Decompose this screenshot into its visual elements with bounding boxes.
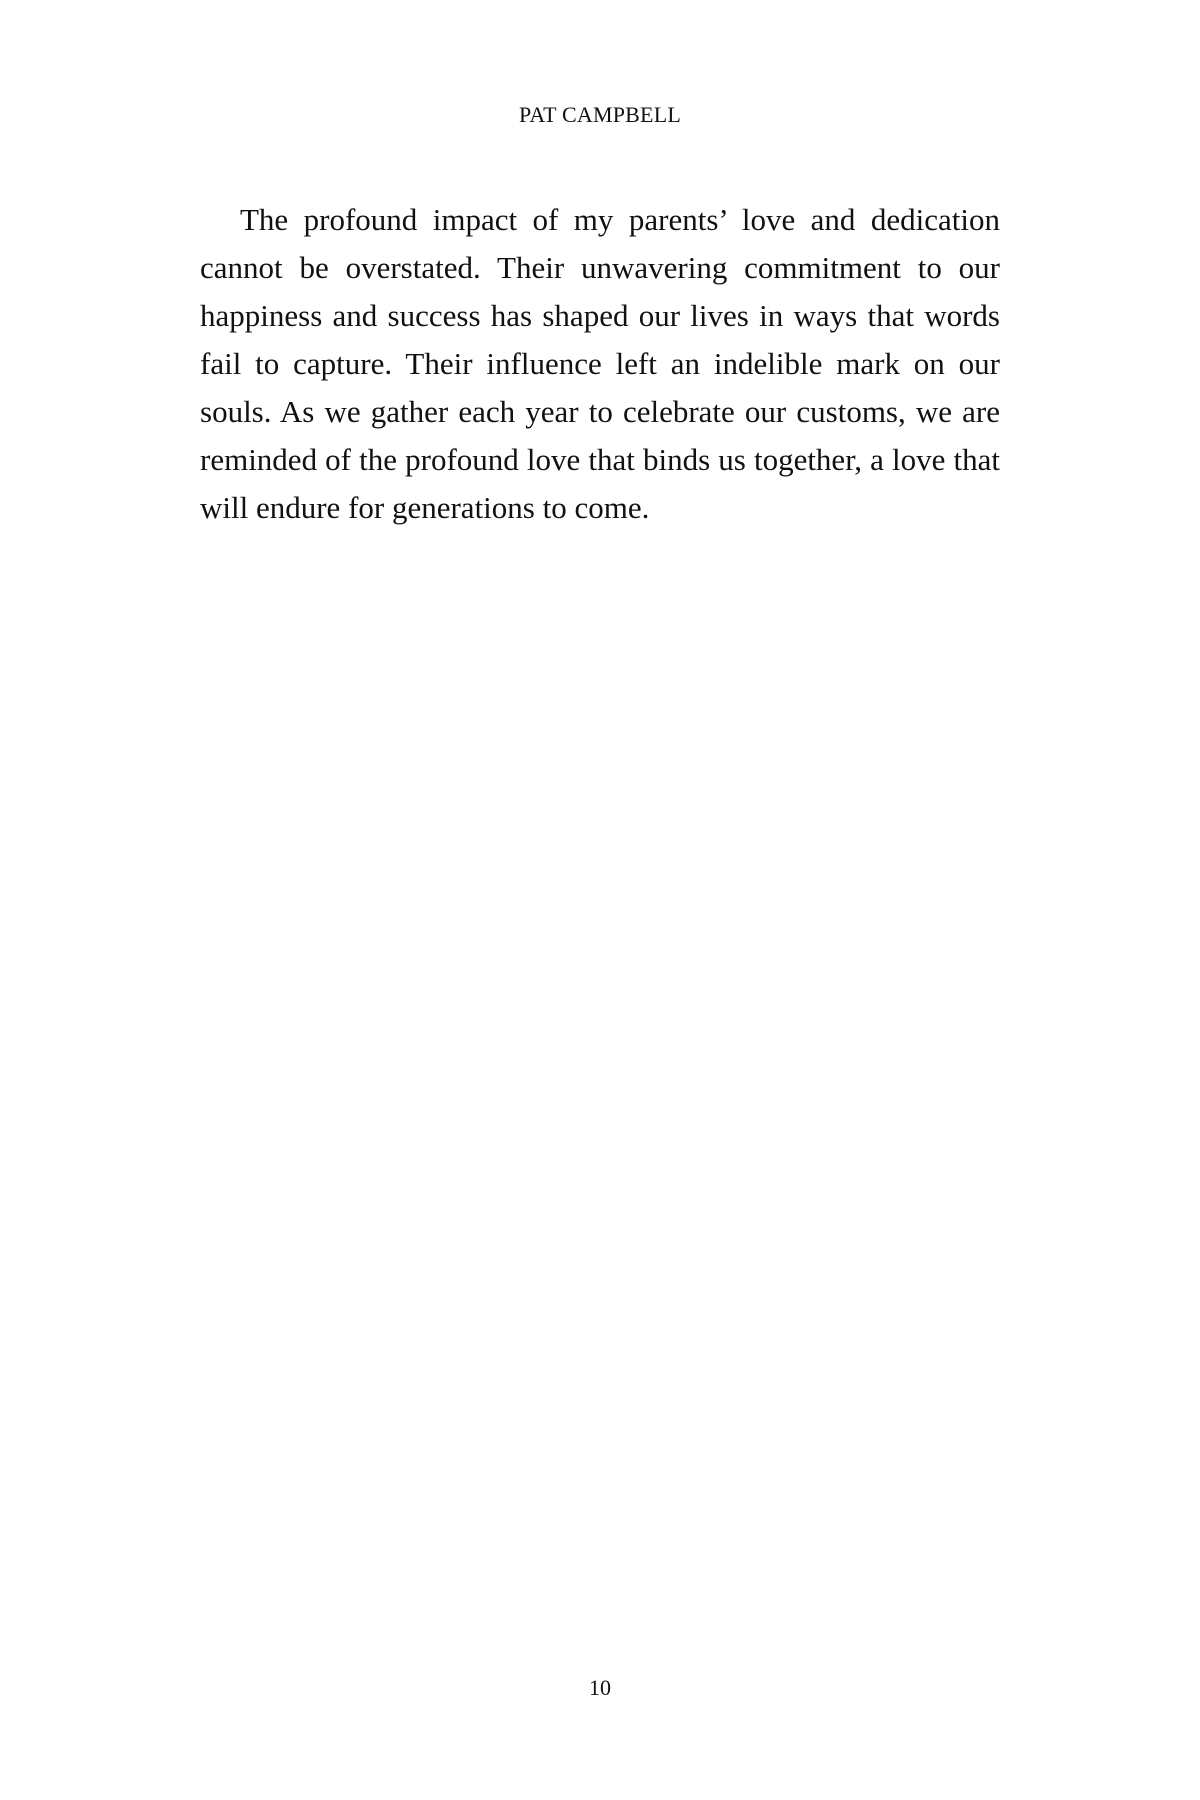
running-header: PAT CAMPBELL [519,102,681,127]
body-paragraph: The profound impact of my parents’ love and dedication cannot be overstated. Their unwavering commitment to our happiness and success has shaped our lives in ways that words fail to capture. Their influence left an indelible mark on our souls. As we gather each year to celebrate our customs, we are reminded of the profound love that binds us together, a love that will endure for generations to come. [200,202,1000,525]
page-number: 10 [589,1675,611,1700]
